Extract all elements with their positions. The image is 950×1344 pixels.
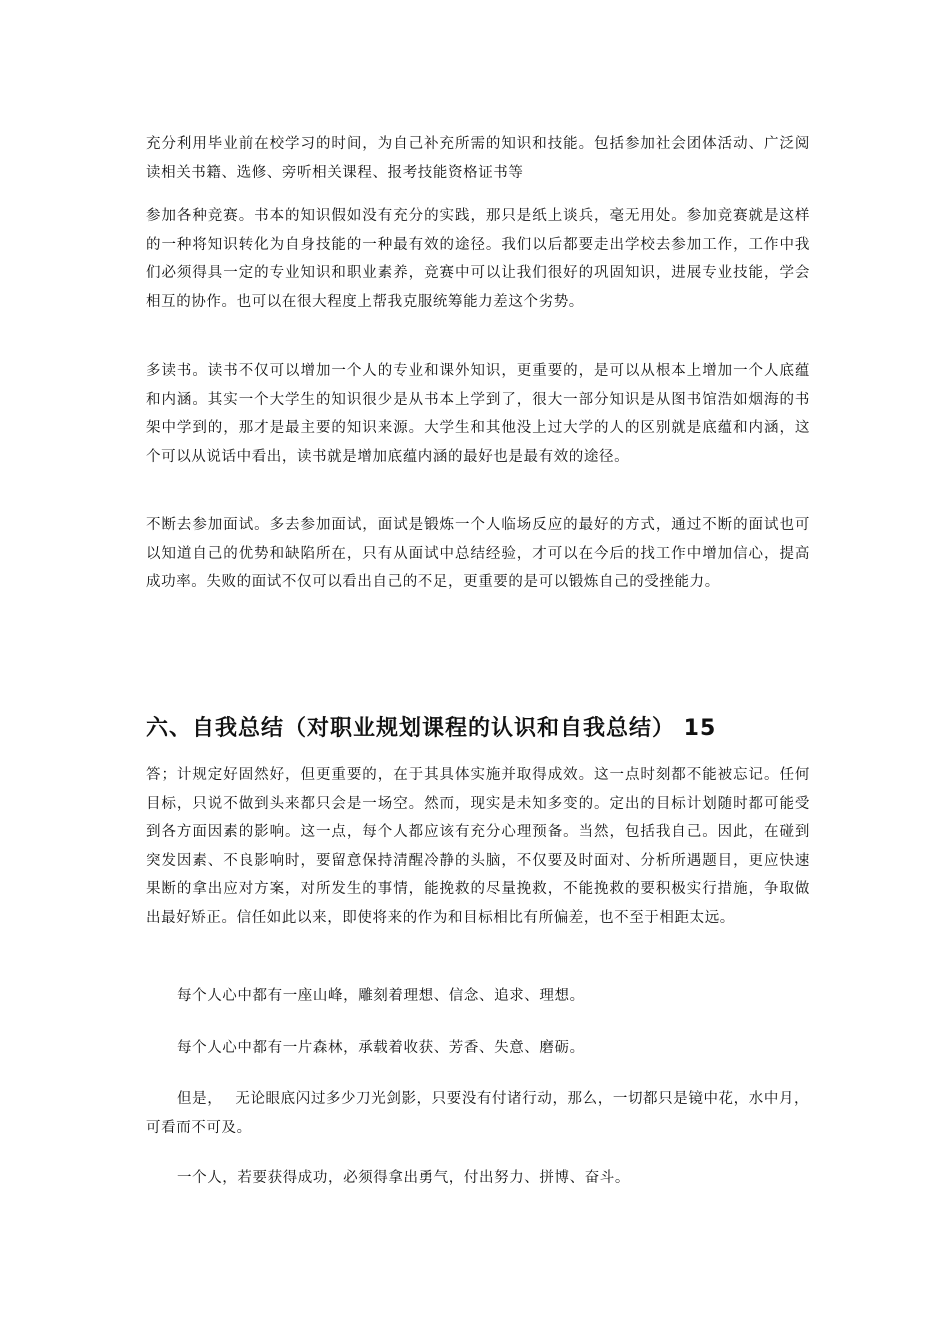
paragraph-interviews: 不断去参加面试。多去参加面试，面试是锻炼一个人临场反应的最好的方式，通过不断的面试也可以知道自己的优势和缺陷所在，只有从面试中总结经验，才可以在今后的找工作中增加信心，提高成功率。失败的面试不仅可以看出自己的不足，更重要的是可以锻炼自己的受挫能力。 [146, 517, 810, 591]
verse-line-success: 一个人，若要获得成功，必须得拿出勇气，付出努力、拼博、奋斗。 [177, 1170, 630, 1186]
verse-line-action: 但是， 无论眼底闪过多少刀光剑影，只要没有付诸行动，那么，一切都只是镜中花，水中月，可看而不可及。 [146, 1091, 810, 1136]
paragraph-reading: 多读书。读书不仅可以增加一个人的专业和课外知识，更重要的，是可以从根本上增加一个人底蕴和内涵。其实一个大学生的知识很少是从书本上学到了，很大一部分知识是从图书馆浩如烟海的书架中学到的，那才是最主要的知识来源。大学生和其他没上过大学的人的区别就是底蕴和内涵，这个可以从说话中看出，读书就是增加底蕴内涵的最好也是最有效的途径。 [146, 363, 810, 465]
verse-line-mountain: 每个人心中都有一座山峰，雕刻着理想、信念、追求、理想。 [177, 988, 585, 1004]
section-heading: 六、自我总结（对职业规划课程的认识和自我总结） 15 [146, 716, 717, 741]
paragraph-study-time: 充分利用毕业前在校学习的时间，为自己补充所需的知识和技能。包括参加社会团体活动、广泛阅读相关书籍、选修、旁听相关课程、报考技能资格证书等 [146, 136, 810, 181]
answer-paragraph: 答；计规定好固然好，但更重要的，在于其具体实施并取得成效。这一点时刻都不能被忘记。任何目标，只说不做到头来都只会是一场空。然而，现实是未知多变的。定出的目标计划随时都可能受到各方面因素的影响。这一点，每个人都应该有充分心理预备。当然，包括我自己。因此，在碰到突发因素、不良影响时，要留意保持清醒冷静的头脑，不仅要及时面对、分析所遇题目，更应快速果断的拿出应对方案，对所发生的事情，能挽救的尽量挽救，不能挽救的要积极实行措施，争取做出最好矫正。信任如此以来，即使将来的作为和目标相比有所偏差，也不至于相距太远。 [146, 767, 810, 926]
verse-line-forest: 每个人心中都有一片森林，承载着收获、芳香、失意、磨砺。 [177, 1040, 585, 1056]
paragraph-competitions: 参加各种竞赛。书本的知识假如没有充分的实践，那只是纸上谈兵，毫无用处。参加竞赛就是这样的一种将知识转化为自身技能的一种最有效的途径。我们以后都要走出学校去参加工作，工作中我们必须得具一定的专业知识和职业素养，竞赛中可以让我们很好的巩固知识，进展专业技能，学会相互的协作。也可以在很大程度上帮我克服统筹能力差这个劣势。 [146, 208, 810, 310]
